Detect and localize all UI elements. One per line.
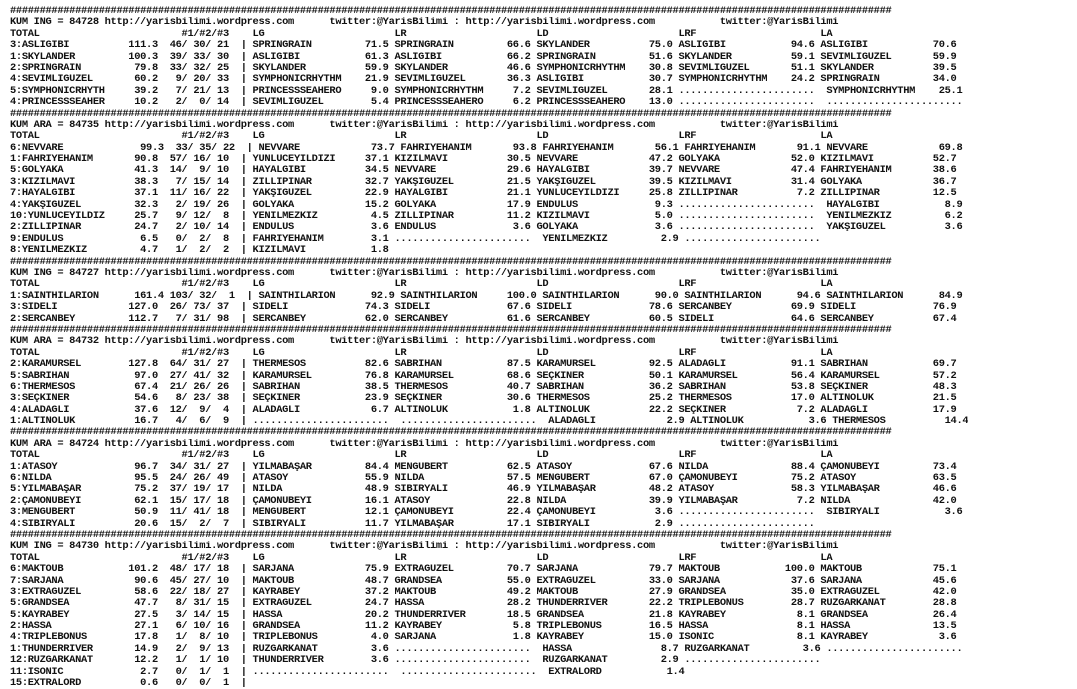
horse-row-line: 1:FAHRİYEHANIM 90.8 57/ 16/ 10 | YÜNLÜCEYILDIZI 37.1 KIZILMAVİ 30.5 NEVVARE 47.2 GÖLYAKA 52.0 KIZILMAVİ 52.7 [10,154,957,166]
horse-row-line: 12:RÜZGARKANAT 12.2 1/ 1/ 10 | THUNDERRIVER 3.6 ....................... RÜZGARKANAT 2.9 ....................... [10,655,821,667]
separator-line: ##################################################################################################################################################### [10,324,892,336]
horse-row-line: 1:THUNDERRIVER 14.9 2/ 9/ 13 | RÜZGARKANAT 3.6 ....................... HASSA 8.7 RÜZGARKANAT 3.6 ....................... [10,643,963,655]
horse-row-line: 1:ATASOY 96.7 34/ 31/ 27 | YILMABAŞAR 84.4 MENGÜBERT 62.5 ATASOY 67.6 NİLDA 88.4 ÇAMÖNÜBEYİ 73.4 [10,461,957,473]
separator-line: ##################################################################################################################################################### [10,6,892,17]
horse-row-line: 5:YILMABAŞAR 75.2 37/ 19/ 17 | NİLDA 48.9 SİBİRYALI 46.9 YILMABAŞAR 48.2 ATASOY 58.3 YILMABAŞAR 46.6 [10,484,957,496]
column-header-line: TOTAL #1/#2/#3 LG LR LD LRF LA [10,28,833,40]
separator-line: ##################################################################################################################################################### [10,427,892,439]
horse-row-line: 3:KIZILMAVİ 38.3 7/ 15/ 14 | ZİLLİPINAR 32.7 YAKŞIGÜZEL 21.5 YAKŞIGÜZEL 39.5 KIZILMAVİ 31.4 GÖLYAKA 36.7 [10,176,957,188]
horse-row-line: 7:HAYALGİBİ 37.1 11/ 16/ 22 | YAKŞIGÜZEL 22.9 HAYALGİBİ 21.1 YÜNLÜCEYILDIZI 25.8 ZİLLİPINAR 7.2 ZİLLİPINAR 12.5 [10,188,957,200]
horse-row-line: 4:SİBİRYALI 20.6 15/ 2/ 7 | SİBİRYALI 11.7 YILMABAŞAR 17.1 SİBİRYALI 2.9 ....................... [10,518,815,530]
separator-line: ##################################################################################################################################################### [10,529,892,541]
horse-row-line: 2:SPRINGRAIN 79.8 33/ 32/ 25 | SKYLANDER 59.9 SKYLANDER 46.6 SYMPHONICRHYTHM 30.8 SEVİMLİGÜZEL 51.1 SKYLANDER 39.5 [10,62,957,74]
horse-row-line: 1:SAINTHİLARION 161.4 103/ 32/ 1 | SAINTHİLARION 92.9 SAINTHİLARION 100.0 SAINTHİLARION 90.0 SAINTHİLARION 94.6 SAINTHİLARION 84.9 [10,290,963,302]
horse-row-line: 2:ÇAMÖNÜBEYİ 62.1 15/ 17/ 18 | ÇAMÖNÜBEYİ 16.1 ATASOY 22.8 NİLDA 39.9 YILMABAŞAR 7.2 NİLDA 42.0 [10,495,957,507]
horse-row-line: 15:EXTRALORD 0.6 0/ 0/ 1 | [10,678,247,689]
horse-row-line: 1:SKYLANDER 100.3 39/ 33/ 30 | ASLIGIBI 61.3 ASLIGIBI 66.2 SPRINGRAIN 51.6 SKYLANDER 59.1 SEVİMLİGÜZEL 59.9 [10,51,957,63]
horse-row-line: 3:SİDELİ 127.0 26/ 73/ 37 | SİDELİ 74.3 SİDELİ 67.6 SİDELİ 78.6 SERCANBEY 69.9 SİDELİ 76.9 [10,302,957,314]
horse-row-line: 3:SEÇKİNER 54.6 8/ 23/ 38 | SEÇKİNER 23.9 SEÇKİNER 30.6 THERMESOS 25.2 THERMESOS 17.0 ALTINOLUK 21.5 [10,393,957,405]
race-header-line: KUM ING = 84730 http://yarisbilimi.wordpress.com twitter:@YarisBilimi : http://yarisbilimi.wordpress.com twitter:@YarisBilimi [10,541,839,553]
horse-row-line: 5:GÖLYAKA 41.3 14/ 9/ 10 | HAYALGİBİ 34.5 NEVVARE 29.6 HAYALGİBİ 39.7 NEVVARE 47.4 FAHRİYEHANIM 38.6 [10,165,957,177]
race-header-line: KUM ING = 84728 http://yarisbilimi.wordpress.com twitter:@YarisBilimi : http://yarisbilimi.wordpress.com twitter:@YarisBilimi [10,17,839,29]
horse-row-line: 4:TRIPLEBONUS 17.8 1/ 8/ 10 | TRIPLEBONUS 4.0 SARJANA 1.8 KAYRABEY 15.0 ISONIC 8.1 KAYRABEY 3.6 [10,632,957,644]
separator-line: ##################################################################################################################################################### [10,108,892,120]
horse-row-line: 5:SYMPHONICRHYTH 39.2 7/ 21/ 13 | PRINCESSSEAHERO 9.0 SYMPHONICRHYTHM 7.2 SEVİMLİGÜZEL 28.1 ....................... SYMPHONICRHYTHM 25.1 [10,85,963,97]
column-header-line: TOTAL #1/#2/#3 LG LR LD LRF LA [10,347,833,359]
column-header-line: TOTAL #1/#2/#3 LG LR LD LRF LA [10,131,833,143]
horse-row-line: 4:YAKŞIGÜZEL 32.3 2/ 19/ 26 | GÖLYAKA 15.2 GÖLYAKA 17.9 ENDÜLÜS 9.3 ....................... HAYALGİBİ 8.9 [10,199,963,211]
horse-row-line: 3:MENGÜBERT 50.9 11/ 41/ 18 | MENGÜBERT 12.1 ÇAMÖNÜBEYİ 22.4 ÇAMÖNÜBEYİ 3.6 ....................... SİBİRYALI 3.6 [10,507,963,519]
horse-row-line: 1:ALTINOLUK 16.7 4/ 6/ 9 | ....................... ....................... ALADAĞLI 2.9 ALTINOLUK 3.6 THERMESOS 14.4 [10,416,969,428]
race-header-line: KUM ARA = 84735 http://yarisbilimi.wordpress.com twitter:@YarisBilimi : http://yarisbilimi.wordpress.com twitter:@YarisBilimi [10,119,839,131]
horse-row-line: 3:EXTRAGÜZEL 58.6 22/ 18/ 27 | KAYRABEY 37.2 MAKTOUB 49.2 MAKTOUB 27.9 GRANDSEA 35.0 EXTRAGÜZEL 42.0 [10,586,957,598]
horse-row-line: 8:YENİLMEZKIZ 4.7 1/ 2/ 2 | KIZILMAVİ 1.8 [10,245,389,257]
race-header-line: KUM ING = 84727 http://yarisbilimi.wordpress.com twitter:@YarisBilimi : http://yarisbilimi.wordpress.com twitter:@YarisBilimi [10,267,839,279]
horse-row-line: 7:SARJANA 90.6 45/ 27/ 10 | MAKTOUB 48.7 GRANDSEA 55.0 EXTRAGÜZEL 33.0 SARJANA 37.6 SARJANA 45.6 [10,575,957,587]
horse-row-line: 6:NİLDA 95.5 24/ 26/ 49 | ATASOY 55.9 NİLDA 57.5 MENGÜBERT 67.0 ÇAMÖNÜBEYİ 75.2 ATASOY 63.5 [10,473,957,485]
horse-row-line: 4:PRINCESSSEAHER 10.2 2/ 0/ 14 | SEVİMLİGÜZEL 5.4 PRINCESSSEAHERO 6.2 PRINCESSSEAHERO 13.0 ....................... ....................... [10,97,963,109]
horse-row-line: 3:ASLIGIBI 111.3 46/ 30/ 21 | SPRINGRAIN 71.5 SPRINGRAIN 66.6 SKYLANDER 75.0 ASLIGIBI 94.6 ASLIGIBI 70.6 [10,40,957,52]
horse-row-line: 2:SERCANBEY 112.7 7/ 31/ 98 | SERCANBEY 62.0 SERCANBEY 61.6 SERCANBEY 60.5 SİDELİ 64.6 SERCANBEY 67.4 [10,313,957,325]
horse-row-line: 2:ZİLLİPINAR 24.7 2/ 10/ 14 | ENDÜLÜS 3.6 ENDÜLÜS 3.6 GÖLYAKA 3.6 ....................... YAKŞIGÜZEL 3.6 [10,222,963,234]
horse-row-line: 6:THERMESOS 67.4 21/ 26/ 26 | SABRİHAN 38.5 THERMESOS 40.7 SABRİHAN 36.2 SABRİHAN 53.8 SEÇKİNER 48.3 [10,381,957,393]
horse-row-line: 5:KAYRABEY 27.5 3/ 14/ 15 | HASSA 20.2 THUNDERRIVER 18.5 GRANDSEA 21.8 KAYRABEY 8.1 GRANDSEA 26.4 [10,609,957,621]
horse-row-line: 2:HASSA 27.1 6/ 10/ 16 | GRANDSEA 11.2 KAYRABEY 5.8 TRIPLEBONUS 16.5 HASSA 8.1 HASSA 13.5 [10,621,957,633]
horse-row-line: 9:ENDÜLÜS 6.5 0/ 2/ 8 | FAHRİYEHANIM 3.1 ....................... YENİLMEZKIZ 2.9 ....................... [10,233,821,245]
race-header-line: KUM ARA = 84732 http://yarisbilimi.wordpress.com twitter:@YarisBilimi : http://yarisbilimi.wordpress.com twitter:@YarisBilimi [10,336,839,348]
race-header-line: KUM ARA = 84724 http://yarisbilimi.wordpress.com twitter:@YarisBilimi : http://yarisbilimi.wordpress.com twitter:@YarisBilimi [10,438,839,450]
horse-row-line: 4:SEVİMLİGÜZEL 60.2 9/ 20/ 33 | SYMPHONICRHYTHM 21.9 SEVİMLİGÜZEL 36.3 ASLIGIBI 30.7 SYMPHONICRHYTHM 24.2 SPRINGRAIN 34.0 [10,74,957,86]
horse-row-line: 6:NEVVARE 99.3 33/ 35/ 22 | NEVVARE 73.7 FAHRİYEHANIM 93.8 FAHRİYEHANIM 56.1 FAHRİYEHANIM 91.1 NEVVARE 69.8 [10,142,963,154]
horse-row-line: 4:ALADAĞLI 37.6 12/ 9/ 4 | ALADAĞLI 6.7 ALTINOLUK 1.8 ALTINOLUK 22.2 SEÇKİNER 7.2 ALADAĞLI 17.9 [10,404,957,416]
horse-row-line: 5:SABRİHAN 97.0 27/ 41/ 32 | KARAMÜRSEL 76.8 KARAMÜRSEL 68.6 SEÇKİNER 50.1 KARAMÜRSEL 56.4 KARAMÜRSEL 57.2 [10,370,957,382]
horse-row-line: 6:MAKTOUB 101.2 48/ 17/ 18 | SARJANA 75.9 EXTRAGÜZEL 70.7 SARJANA 79.7 MAKTOUB 100.0 MAKTOUB 75.1 [10,564,957,576]
column-header-line: TOTAL #1/#2/#3 LG LR LD LRF LA [10,450,833,462]
horse-row-line: 5:GRANDSEA 47.7 8/ 31/ 15 | EXTRAGÜZEL 24.7 HASSA 28.2 THUNDERRIVER 22.2 TRIPLEBONUS 28.7 RÜZGARKANAT 28.8 [10,598,957,610]
horse-row-line: 10:YÜNLÜCEYILDIZ 25.7 9/ 12/ 8 | YENİLMEZKIZ 4.5 ZİLLİPINAR 11.2 KIZILMAVİ 5.0 ....................... YENİLMEZKIZ 6.2 [10,211,963,223]
race-analysis-report [10,6,968,689]
horse-row-line: 2:KARAMÜRSEL 127.8 64/ 31/ 27 | THERMESOS 82.6 SABRİHAN 87.5 KARAMÜRSEL 92.5 ALADAĞLI 91.1 SABRİHAN 69.7 [10,359,957,371]
horse-row-line: 11:ISONIC 2.7 0/ 1/ 1 | ....................... ....................... EXTRALORD 1.4 [10,666,685,678]
column-header-line: TOTAL #1/#2/#3 LG LR LD LRF LA [10,552,833,564]
separator-line: ##################################################################################################################################################### [10,256,892,268]
column-header-line: TOTAL #1/#2/#3 LG LR LD LRF LA [10,279,833,291]
